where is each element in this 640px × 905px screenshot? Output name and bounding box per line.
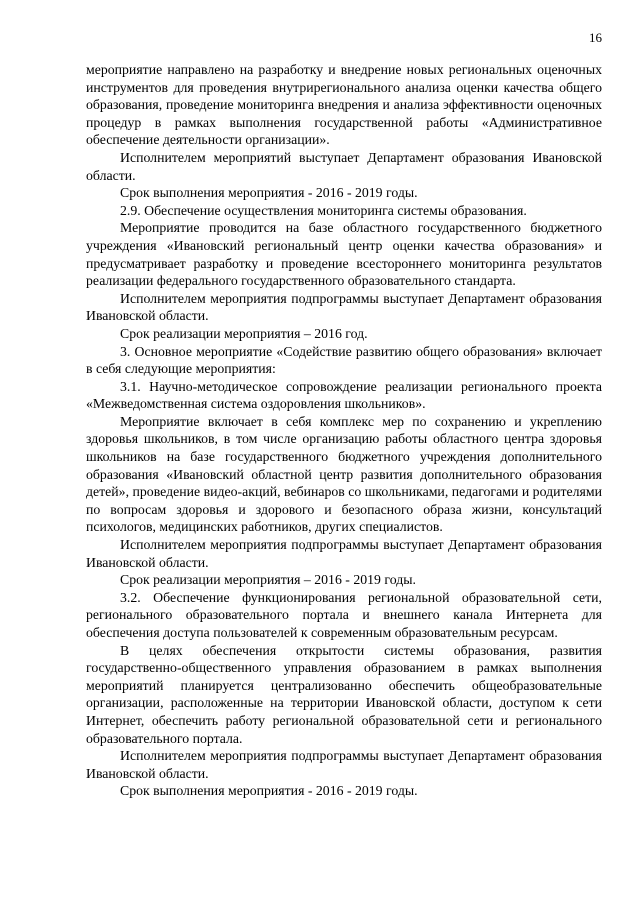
paragraph-executor: Исполнителем мероприятия подпрограммы выступает Департамент образования Ивановской области. (86, 290, 602, 324)
paragraph-item-2-9: 2.9. Обеспечение осуществления мониторинга системы образования. (120, 202, 527, 218)
paragraph-continuation: мероприятие направлено на разработку и внедрение новых региональных оценочных инструментов для проведения внутрирегионального анализа оценки качества общего образования, проведение мониторинга внедрения и анализа эффективности оценочных процедур в рамках выполнения государственной работы «Административное обеспечение деятельности организации». (86, 62, 602, 148)
paragraph-description: Мероприятие включает в себя комплекс мер по сохранению и укреплению здоровья школьников, в том числе организацию работы областного центра здоровья школьников на базе государственного бюджетного учреждения дополнительного образования «Ивановский областной центр развития дополнительного образования детей», проведение видео-акций, вебинаров со школьниками, педагогами и родителями по вопросам здоровья и здорового и безопасного образа жизни, консультаций психологов, медицинских работников, других специалистов. (86, 413, 602, 535)
paragraph-deadline: Срок реализации мероприятия – 2016 - 2019 годы. (120, 572, 416, 588)
paragraph-executor: Исполнителем мероприятий выступает Департамент образования Ивановской области. (86, 149, 602, 183)
paragraph-deadline: Срок выполнения мероприятия - 2016 - 2019 годы. (120, 185, 418, 201)
page-number: 16 (589, 30, 602, 45)
document-body (86, 61, 602, 800)
paragraph-deadline: Срок реализации мероприятия – 2016 год. (120, 325, 368, 341)
paragraph-description: В целях обеспечения открытости системы образования, развития государственно-общественного управления образованием в рамках выполнения мероприятий планируется централизованно обеспечить общеобразовательные организации, расположенные на территории Ивановской области, доступом к сети Интернет, обеспечить работу региональной образовательной сети и регионального образовательного портала. (86, 642, 602, 746)
paragraph-executor: Исполнителем мероприятия подпрограммы выступает Департамент образования Ивановской области. (86, 748, 602, 781)
paragraph-item-3-2: 3.2. Обеспечение функционирования региональной образовательной сети, регионального образовательного портала и внешнего канала Интернета для обеспечения доступа пользователей к современным образовательным ресурсам. (86, 589, 602, 640)
paragraph-description: Мероприятие проводится на базе областного государственного бюджетного учреждения «Ивановский региональный центр оценки качества образования» и предусматривает разработку и проведение всестороннего мониторинга результатов реализации федерального государственного образовательного стандарта. (86, 220, 602, 289)
paragraph-deadline: Срок выполнения мероприятия - 2016 - 2019 годы. (120, 783, 418, 799)
paragraph-main-activity-3: 3. Основное мероприятие «Содействие развитию общего образования» включает в себя следующие мероприятия: (86, 343, 602, 377)
paragraph-item-3-1: 3.1. Научно-методическое сопровождение реализации регионального проекта «Межведомственная система оздоровления школьников». (86, 378, 602, 412)
paragraph-executor: Исполнителем мероприятия подпрограммы выступает Департамент образования Ивановской области. (86, 537, 602, 570)
